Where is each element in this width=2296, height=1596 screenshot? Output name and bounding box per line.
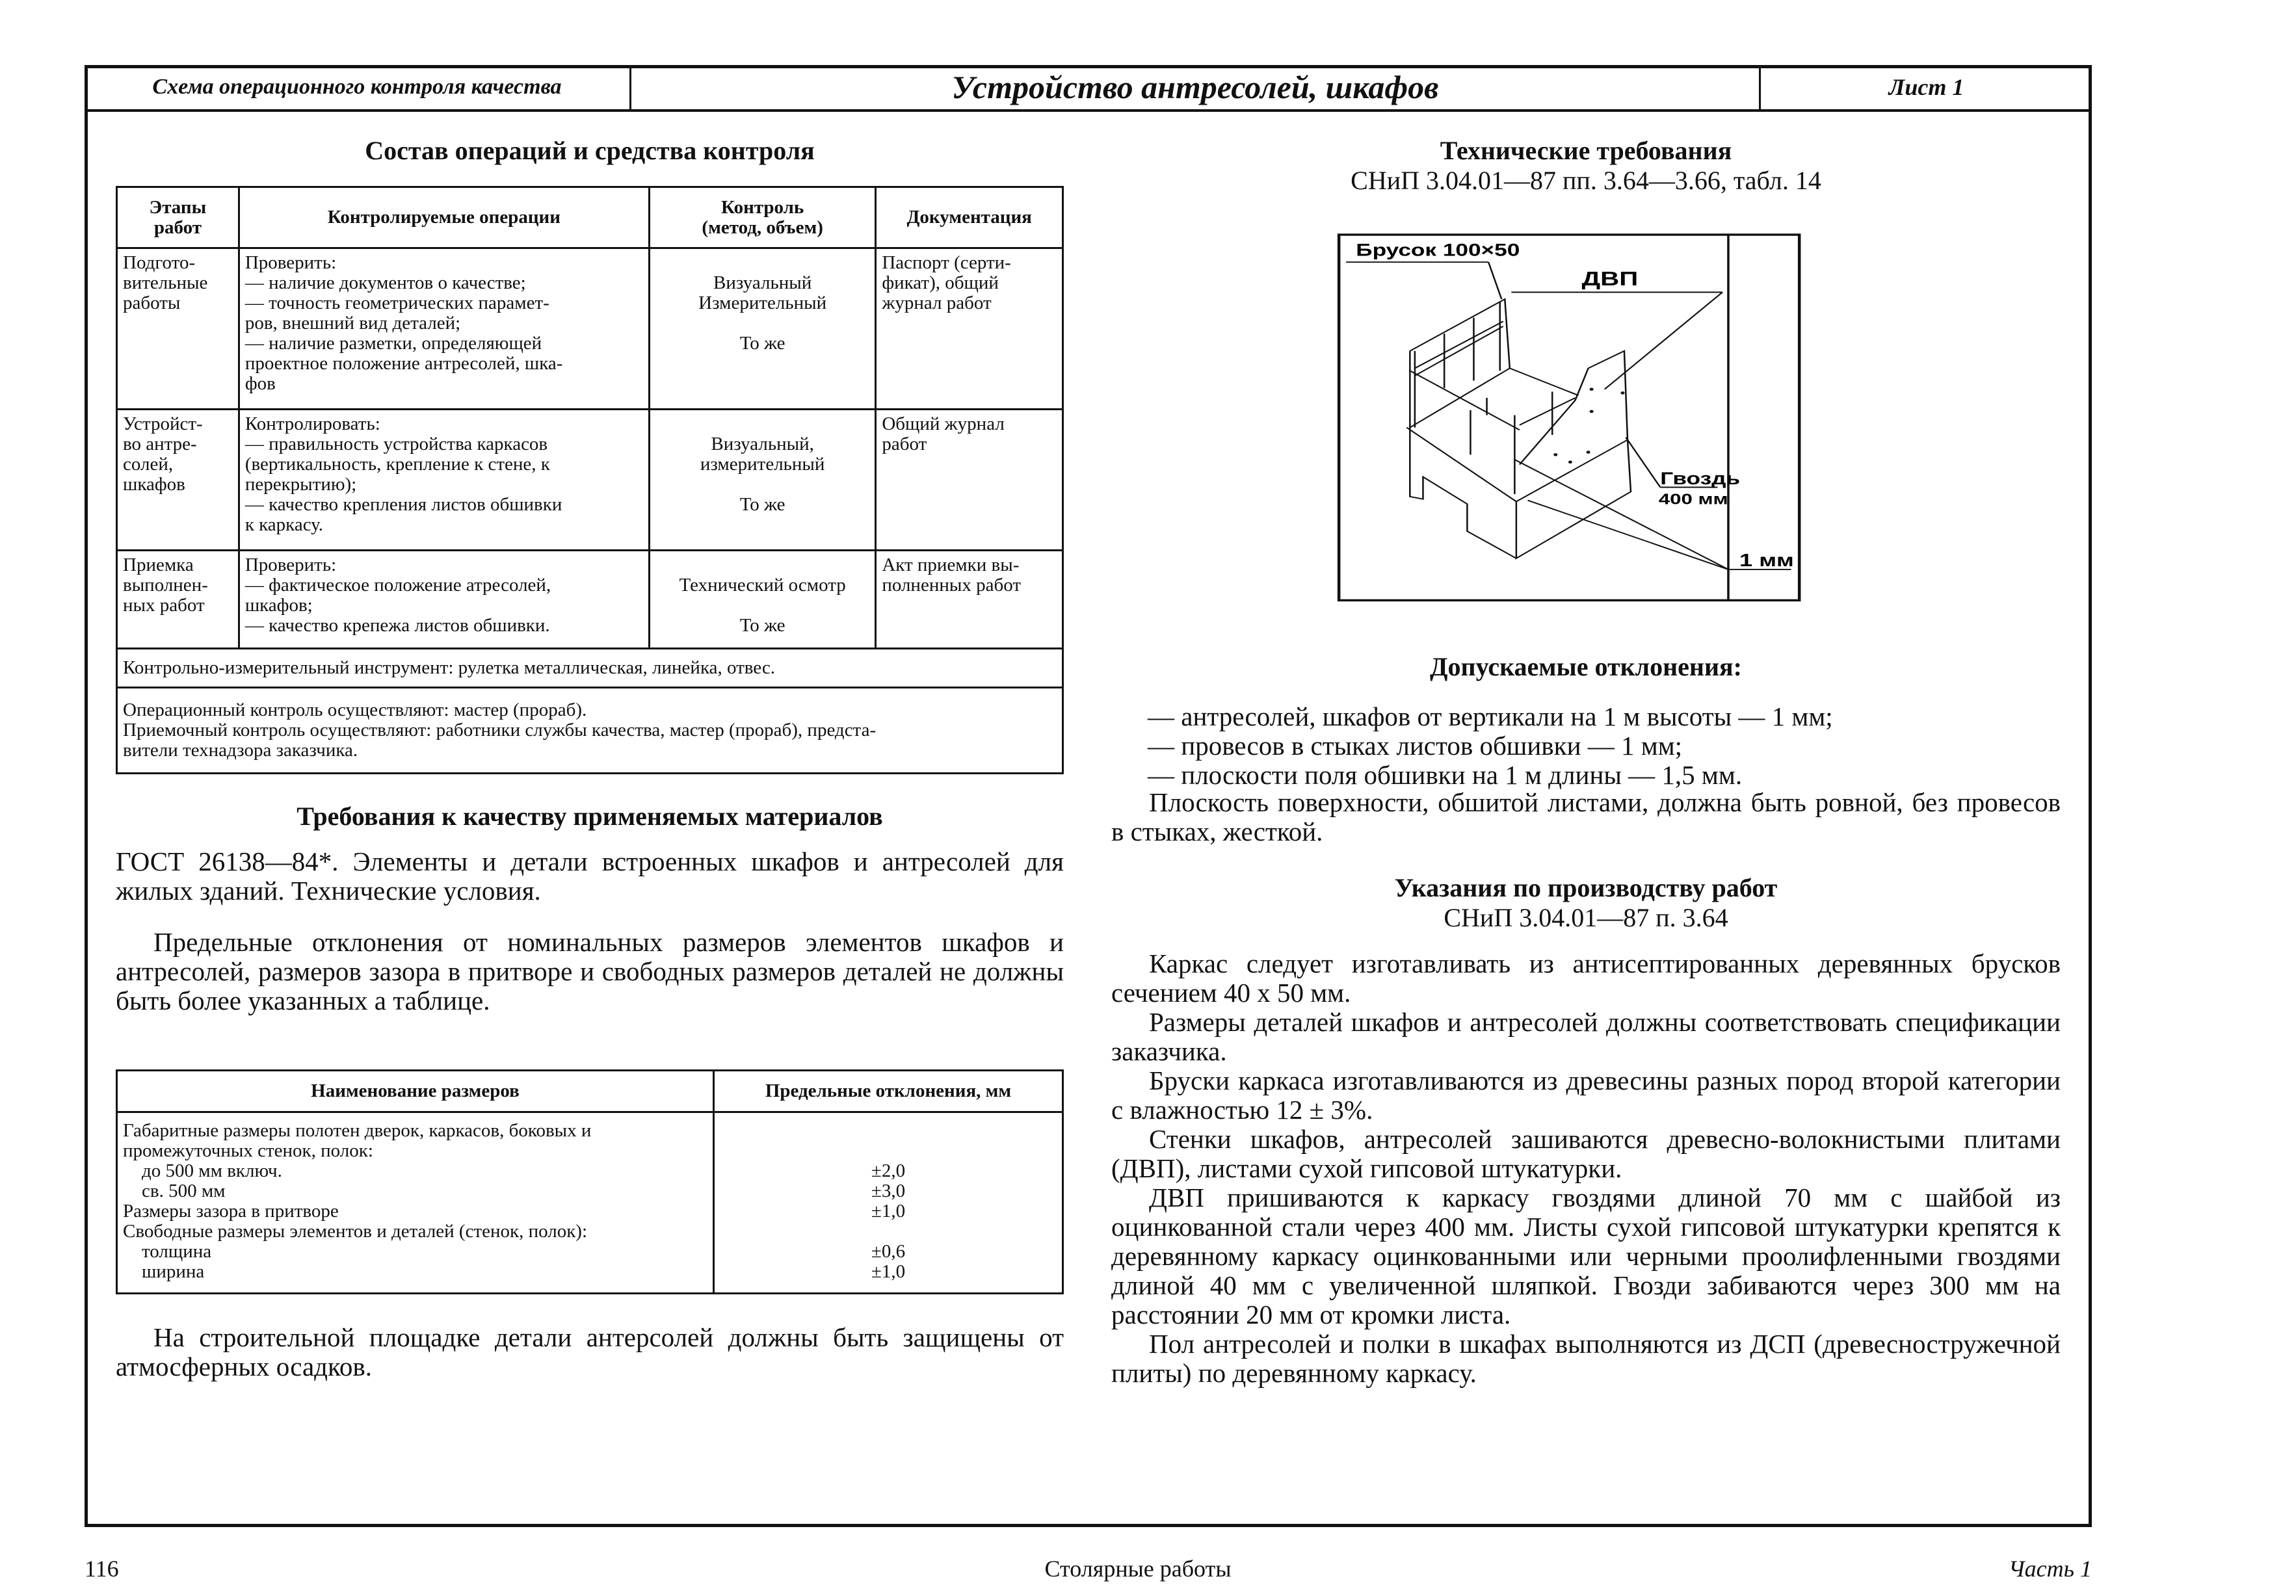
sheet-number: Лист 1 <box>1888 74 1964 100</box>
sheet-header <box>85 65 2092 112</box>
ops-title: Состав операций и средства контроля <box>365 136 815 165</box>
col-header: Наименование размеров <box>117 1071 714 1112</box>
instruction-paragraph: Каркас следует изготавливать из антисептированных деревянных брусков сечением 40 x 50 мм. <box>1111 948 2061 1008</box>
instruction-paragraph: Размеры деталей шкафов и антресолей должны соответствовать спецификации заказчика. <box>1111 1007 2061 1066</box>
operations-table <box>116 186 1064 774</box>
side-panel <box>1406 351 1628 502</box>
bar-label: Брусок 100×50 <box>1356 240 1520 260</box>
col-header: Контролируемые операции <box>239 187 649 248</box>
col-header: Контроль (метод, объем) <box>649 187 875 248</box>
stage-cell: Устройст- во антре- солей, шкафов <box>117 410 239 551</box>
limits-paragraph: Предельные отклонения от номинальных размеров элементов шкафов и антресолей, размеров зазора в притворе и свободных размеров деталей не должны быть более указанных а таблице. <box>116 927 1064 1015</box>
col-header: Предельные отклонения, мм <box>713 1071 1062 1112</box>
size-names-cell: Габаритные размеры полотен дверок, каркасов, боковых и промежуточных стенок, полок: до 500 мм включ. св. 500 мм Размеры зазора в притворе Свободные размеры элементов и деталей (стенок, полок): толщина ширина <box>117 1112 714 1294</box>
tech-ref: СНиП 3.04.01—87 пп. 3.64—3.66, табл. 14 <box>1351 166 1821 195</box>
list-item: — провесов в стыках листов обшивки — 1 мм; <box>1148 731 1683 761</box>
instruction-paragraph: Стенки шкафов, антресолей зашиваются древесно-волокнистыми плитами (ДВП), листами сухой гипсовой штукатурки. <box>1111 1124 2061 1183</box>
dvp-label: ДВП <box>1581 267 1639 291</box>
section-name: Столярные работы <box>1044 1556 1232 1582</box>
col-header: Этапы работ <box>117 187 239 248</box>
nail-label: Гвоздь <box>1660 469 1741 488</box>
instruction-paragraph: Бруски каркаса изготавливаются из древесины разных пород второй категории с влажностью 12 ± 3%. <box>1111 1066 2061 1125</box>
docs-cell: Акт приемки вы- полненных работ <box>876 551 1063 649</box>
tolerances-table <box>116 1069 1064 1294</box>
instrument-row: Контрольно-измерительный инструмент: рулетка металлическая, линейка, отвес. <box>117 649 1063 688</box>
tolerance-values-cell: ±2,0 ±3,0 ±1,0 ±0,6 ±1,0 <box>713 1112 1062 1294</box>
ops-cell: Проверить: — фактическое положение атресолей, шкафов; — качество крепежа листов обшивки. <box>239 551 649 649</box>
instructions-body <box>1111 949 2061 1388</box>
deviations-list <box>1148 702 2058 790</box>
list-item: — плоскости поля обшивки на 1 м длины — 1,5 мм. <box>1148 760 1743 790</box>
instruction-paragraph: Пол антресолей и полки в шкафах выполняются из ДСП (древесностружечной плиты) по деревянному каркасу. <box>1111 1329 2061 1388</box>
table-row <box>117 410 1063 551</box>
page-title: Устройство антресолей, шкафов <box>631 65 1761 109</box>
ops-cell: Контролировать: — правильность устройства каркасов (вертикальность, крепление к стене, к перекрытию); — качество крепления листов обшивки к каркасу. <box>239 410 649 551</box>
docs-cell: Паспорт (серти- фикат), общий журнал работ <box>876 248 1063 410</box>
tolerance-label: 1 мм <box>1739 550 1794 570</box>
storage-paragraph: На строительной площадке детали антерсолей должны быть защищены от атмосферных осадков. <box>116 1322 1064 1381</box>
control-cell: Визуальный Измерительный То же <box>649 248 875 410</box>
table-header-row <box>117 187 1063 248</box>
cabinet-diagram <box>1326 228 1834 618</box>
page-number: 116 <box>85 1556 119 1582</box>
table-row <box>117 551 1063 649</box>
control-cell: Визуальный, измерительный То же <box>649 410 875 551</box>
docs-cell: Общий журнал работ <box>876 410 1063 551</box>
nail-step-label: 400 мм <box>1658 490 1728 508</box>
materials-title: Требования к качеству применяемых материалов <box>297 802 883 831</box>
instruction-paragraph: ДВП пришиваются к каркасу гвоздями длиной 70 мм с шайбой из оцинкованной стали через 400 мм. Листы сухой гипсовой штукатурки крепятся к деревянному каркасу оцинкованными или черными проолифленными гвоздями длиной 40 мм с увеличенной шляпкой. Гвозди забиваются через 300 мм на расстоянии 20 мм от кромки листа. <box>1111 1183 2061 1329</box>
deviations-note: Плоскость поверхности, обшитой листами, должна быть ровной, без провесов в стыках, жесткой. <box>1111 787 2061 846</box>
instructions-ref: СНиП 3.04.01—87 п. 3.64 <box>1444 903 1728 932</box>
table-row <box>117 248 1063 410</box>
control-cell: Технический осмотр То же <box>649 551 875 649</box>
deviations-title: Допускаемые отклонения: <box>1430 652 1742 681</box>
col-header: Документация <box>876 187 1063 248</box>
diagram-border <box>1339 235 1799 600</box>
gost-paragraph: ГОСТ 26138—84*. Элементы и детали встроенных шкафов и антресолей для жилых зданий. Технические условия. <box>116 846 1064 906</box>
stage-cell: Подгото- вительные работы <box>117 248 239 410</box>
scheme-label: Схема операционного контроля качества <box>85 65 631 109</box>
ops-cell: Проверить: — наличие документов о качестве; — точность геометрических парамет- ров, внешний вид деталей; — наличие разметки, определяющей проектное положение антресолей, шка- фов <box>239 248 649 410</box>
book-part: Часть 1 <box>2008 1556 2092 1582</box>
tech-title: Технические требования <box>1440 136 1732 165</box>
control-note-row: Операционный контроль осуществляют: мастер (прораб). Приемочный контроль осуществляют: работники службы качества, мастер (прораб), предста- вители технадзора заказчика. <box>117 688 1063 774</box>
instructions-title: Указания по производству работ <box>1394 873 1778 902</box>
list-item: — антресолей, шкафов от вертикали на 1 м высоты — 1 мм; <box>1148 701 1833 731</box>
stage-cell: Приемка выполнен- ных работ <box>117 551 239 649</box>
